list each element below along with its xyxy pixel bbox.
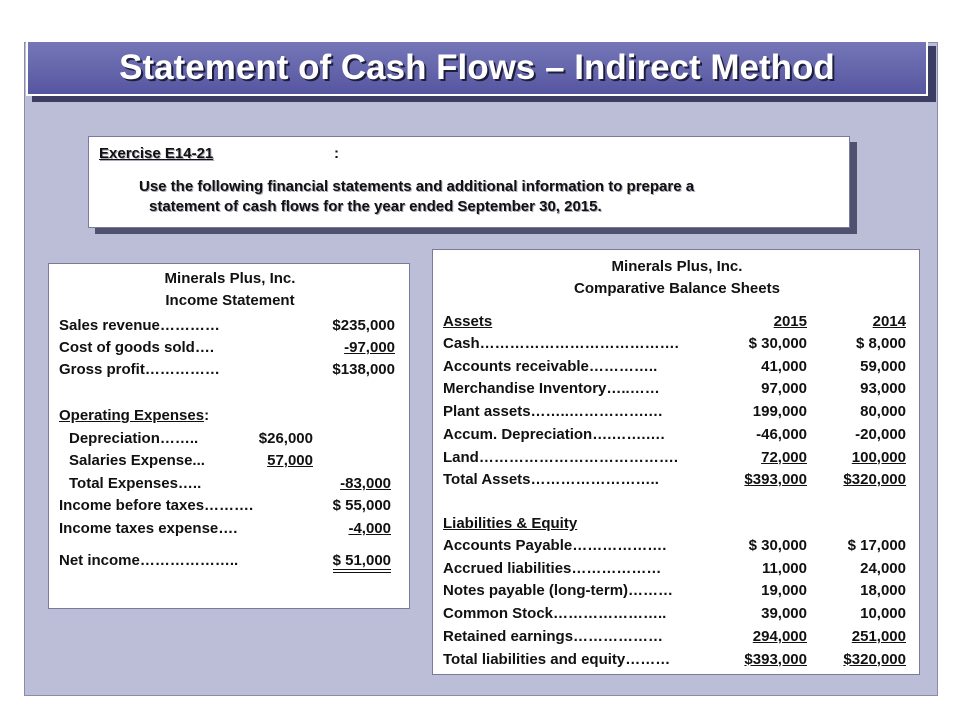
slide-title: Statement of Cash Flows – Indirect Method [119, 48, 835, 87]
table-cell-2015: $ 30,000 [748, 537, 807, 554]
table-cell-2015: 97,000 [761, 380, 807, 398]
income-tax-value: -4,000 [348, 520, 391, 537]
table-cell-2014: 10,000 [860, 605, 906, 623]
balance-sheet-panel [432, 249, 920, 675]
exercise-line-1: Use the following financial statements and additional information to prepare a [139, 178, 695, 195]
table-cell-2014: $320,000 [843, 650, 906, 668]
exercise-box [88, 136, 850, 228]
income-before-taxes-value: $ 55,000 [332, 497, 391, 514]
sales-value: $235,000 [332, 317, 395, 334]
net-income-label: Net income……………….. [59, 552, 239, 569]
table-cell-2015: 11,000 [761, 559, 807, 577]
year-2014-header: 2014 [872, 313, 906, 330]
income-before-taxes-label: Income before taxes………. [59, 497, 254, 514]
table-cell-2014: 100,000 [851, 448, 906, 466]
table-row-label: Retained earnings……………… [443, 627, 664, 645]
table-cell-2014: $ 8,000 [855, 335, 906, 352]
salaries-label: Salaries Expense... [69, 452, 205, 469]
table-cell-2014: -20,000 [855, 425, 906, 443]
opex-heading: Operating Expenses: [59, 407, 210, 424]
table-cell-2014: 18,000 [860, 582, 906, 600]
exercise-heading-text: Exercise E14-21 [99, 145, 214, 162]
total-expenses-label: Total Expenses….. [69, 475, 202, 492]
table-cell-2015: -46,000 [756, 425, 807, 443]
income-title: Income Statement [165, 292, 295, 309]
table-row-label: Accrued liabilities……………… [443, 559, 662, 577]
table-cell-2015: $393,000 [744, 471, 807, 489]
table-row-label: Accounts receivable………….. [443, 357, 658, 375]
table-cell-2015: 41,000 [761, 357, 807, 375]
table-cell-2014: 24,000 [860, 559, 906, 577]
income-tax-label: Income taxes expense…. [59, 520, 238, 537]
balance-title: Comparative Balance Sheets [574, 280, 780, 297]
table-cell-2014: 80,000 [860, 403, 906, 421]
gross-profit-label: Gross profit…………… [59, 361, 220, 378]
liabilities-heading: Liabilities & Equity [443, 515, 578, 532]
table-cell-2015: $ 30,000 [748, 335, 807, 352]
table-cell-2015: 19,000 [761, 582, 807, 600]
year-2015-header: 2015 [773, 313, 807, 330]
table-cell-2014: $320,000 [843, 471, 906, 489]
table-cell-2014: $ 17,000 [847, 537, 906, 554]
table-row-label: Total liabilities and equity……… [443, 650, 671, 668]
table-cell-2014: 251,000 [851, 627, 906, 645]
assets-heading: Assets [443, 313, 493, 330]
net-income-value: $ 51,000 [319, 551, 391, 571]
cogs-value: -97,000 [344, 339, 395, 356]
exercise-heading-colon: : [334, 145, 339, 162]
table-row-label: Merchandise Inventory…..…… [443, 380, 660, 398]
exercise-heading [99, 145, 213, 162]
table-row-label: Cash…………………………………. [443, 335, 679, 352]
cogs-label: Cost of goods sold…. [59, 339, 214, 356]
depreciation-value: $26,000 [258, 430, 313, 447]
table-cell-2015: 39,000 [761, 605, 807, 623]
total-expenses-value: -83,000 [340, 475, 391, 492]
table-cell-2015: 294,000 [752, 627, 807, 645]
table-cell-2015: 199,000 [752, 403, 807, 421]
income-company: Minerals Plus, Inc. [164, 270, 296, 287]
depreciation-label: Depreciation…….. [69, 430, 199, 447]
table-row-label: Total Assets…………………….. [443, 471, 659, 489]
exercise-instructions [139, 177, 839, 217]
table-cell-2014: 93,000 [860, 380, 906, 398]
table-row-label: Notes payable (long-term)……… [443, 582, 674, 600]
table-cell-2015: 72,000 [761, 448, 807, 466]
table-row-label: Land…………………………………. [443, 448, 678, 466]
table-cell-2014: 59,000 [860, 357, 906, 375]
exercise-line-2: statement of cash flows for the year ended September 30, 2015. [149, 198, 602, 215]
table-row-label: Accum. Depreciation….…….…. [443, 425, 665, 443]
sales-label: Sales revenue………… [59, 317, 220, 334]
table-row-label: Accounts Payable………………. [443, 537, 667, 554]
table-row-label: Common Stock………………….. [443, 605, 667, 623]
gross-profit-value: $138,000 [332, 361, 395, 378]
salaries-value: 57,000 [267, 452, 313, 469]
table-row-label: Plant assets……..…………….… [443, 403, 664, 421]
balance-company: Minerals Plus, Inc. [611, 258, 743, 275]
table-cell-2015: $393,000 [744, 650, 807, 668]
title-bar [26, 40, 928, 96]
income-statement-panel [48, 263, 410, 609]
